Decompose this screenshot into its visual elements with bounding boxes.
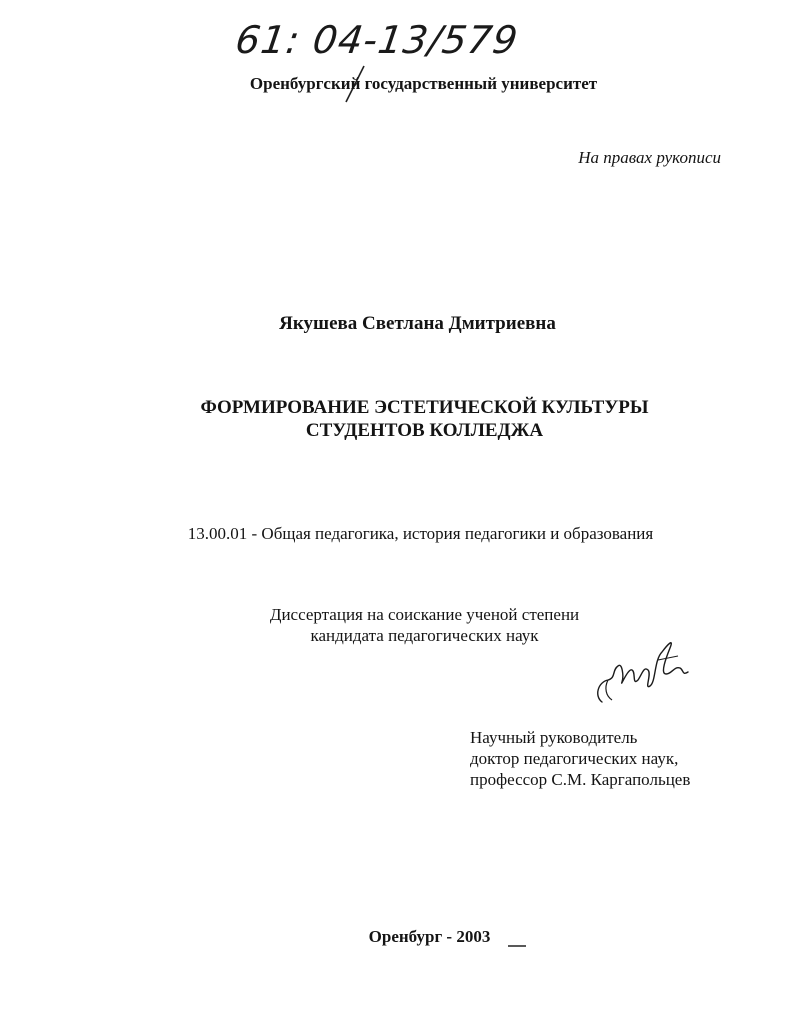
university-name: Оренбургский государственный университет [249,74,598,93]
degree-line-2: кандидата педагогических наук [310,626,539,645]
manuscript-rights-note: На правах рукописи [578,148,721,167]
scientific-supervisor [470,727,690,790]
title-line-1: ФОРМИРОВАНИЕ ЭСТЕТИЧЕСКОЙ КУЛЬТУРЫ [200,397,649,418]
dissertation-title [0,396,799,442]
signature-image [588,630,698,710]
supervisor-line-1: Научный руководитель [470,728,638,747]
title-line-2: СТУДЕНТОВ КОЛЛЕДЖА [305,420,544,441]
degree-line-1: Диссертация на соискание ученой степени [269,605,580,624]
archive-code: 61: 04-13/579 [232,18,522,62]
supervisor-line-3: профессор С.М. Каргапольцев [470,770,691,789]
stray-dash-mark [508,944,528,948]
city-and-year: Оренбург - 2003 [368,927,491,946]
specialty-code: 13.00.01 - Общая педагогика, история педагогики и образования [187,524,654,543]
supervisor-line-2: доктор педагогических наук, [470,749,679,768]
author-name: Якушева Светлана Дмитриевна [279,313,556,334]
